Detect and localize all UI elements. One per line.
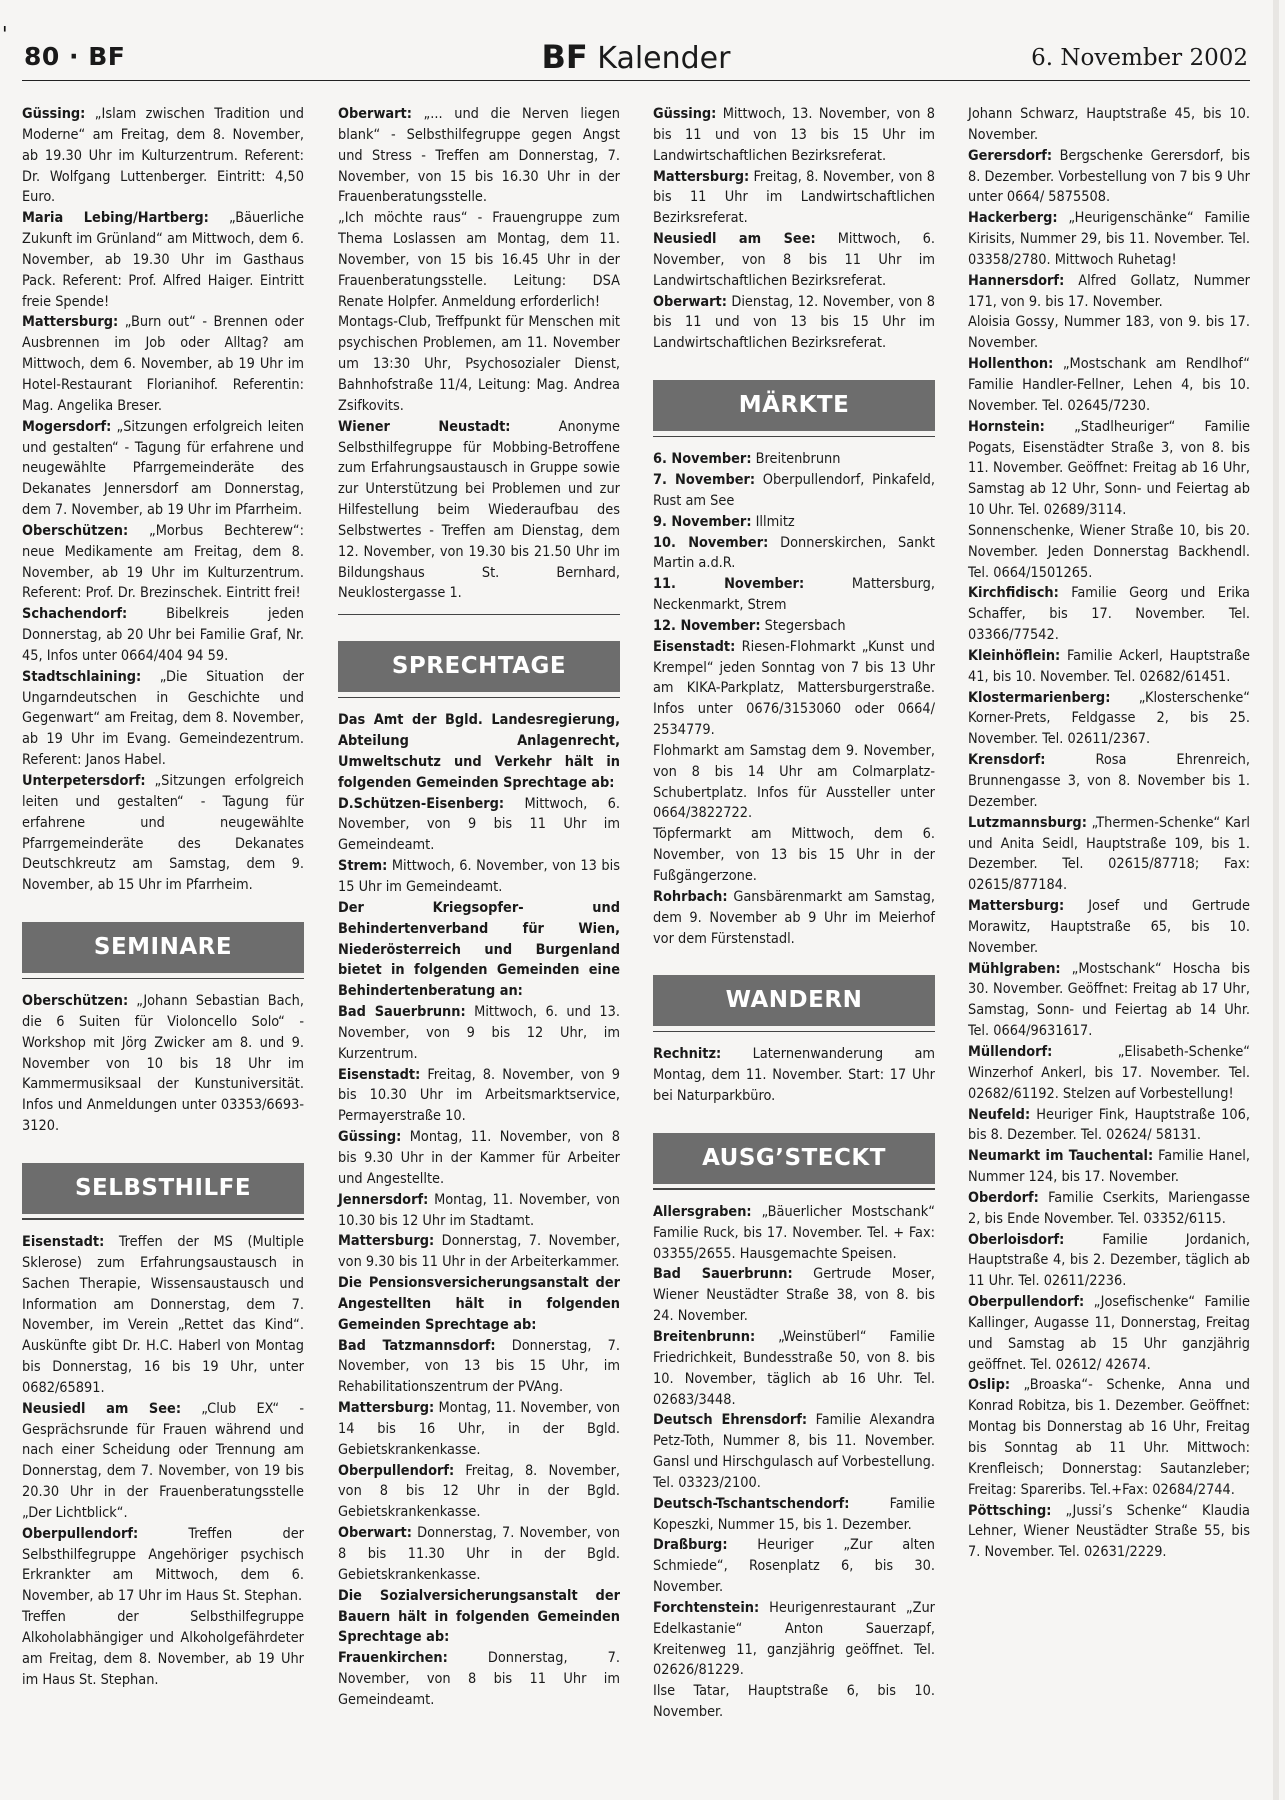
section-intro: Der Kriegsopfer- und Behindertenverband für Wien, Niederösterreich und Burgenland bietet in folgenden Gemeinden eine Behindertenberatung an: (338, 899, 620, 1000)
place-name: Oberschützen: (22, 522, 129, 539)
place-name: Mattersburg: (338, 1400, 435, 1417)
place-name: Eisenstadt: (338, 1066, 421, 1083)
entry-text: „Die Situation der Ungarndeutschen in Geschichte und Gegenwart“ am Freitag, dem 8. November, ab 19 Uhr im Evang. Gemeindezentrum. Referent: Janos Habel. (22, 668, 304, 769)
list-item (338, 417, 620, 605)
place-name: Müllendorf: (968, 1043, 1053, 1060)
place-name: 12. November: (653, 617, 761, 634)
list-item (968, 688, 1250, 751)
list-item (653, 574, 935, 616)
place-name: Mattersburg: (653, 168, 750, 185)
brand-logo: BF (541, 38, 588, 76)
entry-text: Josef und Gertrude Morawitz, Hauptstraße 65, bis 10. November. (968, 898, 1250, 956)
place-name: 7. November: (653, 471, 756, 488)
list-item (338, 1190, 620, 1232)
list-item (968, 583, 1250, 646)
entry-text: Freitag, 8. November, von 9 bis 10.30 Uhr im Arbeitsmarktservice, Permayerstraße 10. (338, 1066, 620, 1125)
place-name: Oberwart: (653, 293, 727, 310)
entry-text: Familie Alexandra Petz-Toth, Nummer 8, bis 11. November. Gansl und Hirschgulasch auf Vorbestellung. Tel. 03323/2100. (653, 1412, 935, 1491)
place-name: D.Schützen-Eisenberg: (338, 795, 505, 812)
list-item (22, 1232, 304, 1399)
place-name: Deutsch Ehrensdorf: (653, 1412, 808, 1429)
place-name: 9. November: (653, 513, 752, 530)
entry-text: Sonnenschenke, Wiener Straße 10, bis 20. November. Jeden Donnerstag Backhendl. Tel. 0664/1501265. (968, 522, 1250, 581)
place-name: Mattersburg: (22, 314, 119, 331)
entry-text: Stegersbach (760, 617, 846, 634)
list-item (338, 1461, 620, 1524)
list-item (968, 354, 1250, 417)
entry-text: Donnerstag, 7. November, von 8 bis 11 Uhr im Gemeindeamt. (338, 1650, 620, 1708)
divider (338, 614, 620, 615)
entry-text: „Elisabeth-Schenke“ Winzerhof Ankerl, bis 17. November. Tel. 02682/61192. Stelzen auf Vorbestellung! (968, 1043, 1250, 1102)
entry-text: Freitag, 8. November, von 8 bis 12 Uhr in der Bgld. Gebietskrankenkasse. (338, 1462, 620, 1521)
place-name: Deutsch-Tschantschendorf: (653, 1495, 850, 1512)
list-item (968, 896, 1250, 959)
entry-text: Montag, 11. November, von 10.30 bis 12 Uhr im Stadtamt. (338, 1191, 620, 1229)
place-name: Oberwart: (338, 106, 412, 122)
place-name: Oberdorf: (968, 1189, 1039, 1206)
column-2 (338, 104, 620, 1711)
list-item (22, 521, 304, 604)
place-name: Rechnitz: (653, 1046, 722, 1063)
place-name: Lutzmannsburg: (968, 814, 1087, 831)
place-name: Bad Tatzmannsdorf: (338, 1337, 496, 1354)
list-item (22, 1399, 304, 1524)
entry-text: Rosa Ehrenreich, Brunnengasse 3, von 8. November bis 1. Dezember. (968, 752, 1250, 810)
entry-text: Breitenbrunn (751, 451, 841, 468)
column-4 (968, 104, 1250, 1563)
place-name: Güssing: (653, 106, 717, 122)
list-item (22, 104, 304, 208)
list-item (22, 604, 304, 667)
place-name: Wiener Neustadt: (338, 418, 511, 435)
list-item (653, 1598, 935, 1681)
place-name: Neumarkt im Tauchental: (968, 1148, 1154, 1165)
place-name: 11. November: (653, 576, 805, 593)
list-item (338, 1336, 620, 1399)
list-item (22, 667, 304, 771)
place-name: Hornstein: (968, 418, 1045, 435)
list-item (338, 104, 620, 208)
entry-text: „Sitzungen erfolgreich leiten und gestalten“ - Tagung für erfahrene und neugewählte Pfarrgemeinderäte des Dekanates Jennersdorf am Donnerstag, dem 7. November, ab 19 Uhr im Pfarrheim. (22, 418, 304, 519)
entry-text: „Morbus Bechterew“: neue Medikamente am Freitag, dem 8. November, ab 19 Uhr im Kulturzentrum. Referent: Prof. Dr. Brezinschek. Eintritt frei! (22, 522, 304, 602)
entry-text: Alfred Gollatz, Nummer 171, von 9. bis 17. November. (968, 272, 1250, 310)
place-name: Mattersburg: (968, 898, 1065, 915)
entry-text: „Islam zwischen Tradition und Moderne“ am Freitag, dem 8. November, ab 19.30 Uhr im Kulturzentrum. Referent: Dr. Wolfgang Luttenberger. Eintritt: 4,50 Euro. (22, 106, 304, 206)
place-name: Jennersdorf: (338, 1191, 429, 1208)
list-item (653, 741, 935, 824)
place-name: Oslip: (968, 1377, 1011, 1394)
list-item (653, 637, 935, 741)
entry-text: Familie Georg und Erika Schaffer, bis 17. November. Tel. 03366/77542. (968, 585, 1250, 644)
list-item (968, 1230, 1250, 1293)
place-name: Neusiedl am See: (653, 231, 816, 248)
list-item (968, 1501, 1250, 1564)
list-item (968, 959, 1250, 1042)
list-item (653, 1202, 935, 1265)
entry-text: Heuriger „Zur alten Schmiede“, Rosenplatz 6, bis 30. November. (653, 1537, 935, 1596)
entry-text: Mittwoch, 13. November, von 8 bis 11 und von 13 bis 15 Uhr im Landwirtschaftlichen Bezirksreferat. (653, 106, 935, 164)
list-item (338, 1002, 620, 1065)
entry-text: „Thermen-Schenke“ Karl und Anita Seidl, Hauptstraße 109, bis 1. Dezember. Tel. 02615/87718; Fax: 02615/877184. (968, 814, 1250, 894)
list-item (968, 646, 1250, 688)
list-item (653, 1410, 935, 1493)
list-item (338, 1065, 620, 1128)
entry-text: Donnerstag, 7. November, von 13 bis 15 Uhr, im Rehabilitationszentrum der PVAng. (338, 1337, 620, 1396)
entry-text: Anonyme Selbsthilfegruppe für Mobbing-Betroffene zum Erfahrungsaustausch in Gruppe sowie zur Unterstützung bei Problemen und zur Hilfestellung beim Wiederaufbau des Selbstwertes - Treffen am Dienstag, dem 12. November, von 19.30 bis 21.50 Uhr im Bildungshaus St. Bernhard, Neuklostergasse 1. (338, 418, 620, 602)
list-item (653, 616, 935, 637)
place-name: Breitenbrunn: (653, 1328, 756, 1345)
crop-mark-top: ' (2, 22, 8, 46)
place-name: Stadtschlaining: (22, 668, 142, 685)
entry-text: „Johann Sebastian Bach, die 6 Suiten für Violoncello Solo“ - Workshop mit Jörg Zwicker am 8. und 9. November von 10 bis 18 Uhr im Kammermusiksaal der Kunstuniversität. Infos und Anmeldungen unter 03353/6693-3120. (22, 993, 304, 1135)
entry-text: Bibelkreis jeden Donnerstag, ab 20 Uhr bei Familie Graf, Nr. 45, Infos unter 0664/404 94 59. (22, 606, 304, 664)
entry-text: Riesen-Flohmarkt „Kunst und Krempel“ jeden Sonntag von 7 bis 13 Uhr am KIKA-Parkplatz, Mattersburgerstraße. Infos unter 0676/3153060 oder 0664/ 2534779. (653, 638, 935, 739)
list-item (968, 813, 1250, 896)
list-item (968, 271, 1250, 313)
list-item (338, 856, 620, 898)
entry-text: Gansbärenmarkt am Samstag, dem 9. November ab 9 Uhr im Meierhof vor dem Fürstenstadl. (653, 888, 935, 947)
place-name: Klostermarienberg: (968, 689, 1111, 706)
heading-maerkte: MÄRKTE (653, 380, 935, 431)
page-header (22, 38, 1250, 81)
entry-text: Mittwoch, 6. und 13. November, von 9 bis 12 Uhr, im Kurzentrum. (338, 1004, 621, 1062)
place-name: Frauenkirchen: (338, 1650, 448, 1667)
list-item (968, 208, 1250, 271)
place-name: Oberwart: (338, 1525, 412, 1542)
list-item (338, 794, 620, 857)
entry-text: Montags-Club, Treffpunkt für Menschen mit psychischen Problemen, am 11. November um 13:30 Uhr, Psychosozialer Dienst, Bahnhofstraße 11/4, Leitung: Mag. Andrea Zsifkovits. (338, 314, 620, 414)
list-item (653, 449, 935, 470)
place-name: Güssing: (338, 1129, 402, 1146)
entry-text: Laternenwanderung am Montag, dem 11. November. Start: 17 Uhr bei Naturparkbüro. (653, 1046, 935, 1105)
place-name: Unterpetersdorf: (22, 773, 146, 789)
list-item (22, 771, 304, 896)
entry-text: „Klosterschenke“ Korner-Prets, Feldgasse 2, bis 25. November. Tel. 02611/2367. (968, 689, 1250, 748)
entry-text: Ilse Tatar, Hauptstraße 6, bis 10. November. (653, 1683, 935, 1721)
list-item (968, 521, 1250, 584)
list-item (968, 312, 1250, 354)
page-gutter (1273, 0, 1279, 1800)
place-name: Draßburg: (653, 1537, 728, 1554)
entry-text: „Heurigenschänke“ Familie Kirisits, Nummer 29, bis 11. November. Tel. 03358/2780. Mittwoch Ruhetag! (968, 210, 1250, 268)
entry-text: Mittwoch, 6. November, von 13 bis 15 Uhr im Gemeindeamt. (338, 858, 620, 895)
heading-wandern: WANDERN (653, 975, 935, 1026)
place-name: Oberpullendorf: (338, 1462, 455, 1479)
list-item (338, 208, 620, 312)
entry-text: Familie Kopeszki, Nummer 15, bis 1. Dezember. (653, 1495, 935, 1533)
entry-text: Freitag, 8. November, von 8 bis 11 Uhr im Landwirtschaftlichen Bezirksreferat. (653, 168, 935, 227)
heading-selbsthilfe: SELBSTHILFE (22, 1163, 304, 1214)
entry-text: Johann Schwarz, Hauptstraße 45, bis 10. November. (968, 106, 1250, 143)
entry-text: „Broaska“- Schenke, Anna und Konrad Robitza, bis 1. Dezember. Geöffnet: Montag bis Donnerstag ab 16 Uhr, Freitag bis Sonntag ab 11 Uhr. Mittwoch: Krenfleisch; Donnerstag: Sautanzleber; Freitag: Spareribs. Tel.+Fax: 02684/2744. (968, 1377, 1250, 1498)
place-name: Kleinhöflein: (968, 647, 1061, 664)
list-item (968, 1375, 1250, 1500)
place-name: Oberpullendorf: (22, 1525, 139, 1542)
list-item (968, 1188, 1250, 1230)
list-item (968, 750, 1250, 813)
list-item (338, 1231, 620, 1273)
entry-text: Familie Cserkits, Mariengasse 2, bis Ende November. Tel. 03352/6115. (968, 1189, 1250, 1227)
list-item (968, 1105, 1250, 1147)
entry-text: Gertrude Moser, Wiener Neustädter Straße 38, von 8. bis 24. November. (653, 1266, 935, 1325)
entry-text: „Mostschank“ Hoscha bis 30. November. Geöffnet: Freitag ab 17 Uhr, Samstag, Sonn- und Feiertag ab 14 Uhr. Tel. 0664/9631617. (968, 960, 1250, 1040)
entry-text: „Josefischenke“ Familie Kallinger, Augasse 11, Donnerstag, Freitag und Samstag ab 15 Uhr ganzjährig geöffnet. Tel. 02612/ 42674. (968, 1294, 1250, 1373)
list-item (338, 1398, 620, 1461)
place-name: Schachendorf: (22, 606, 128, 623)
entry-text: „Weinstüberl“ Familie Friedrichkeit, Bundesstraße 50, von 8. bis 10. November, täglich ab 16 Uhr. Tel. 02683/3448. (653, 1328, 935, 1408)
place-name: Krensdorf: (968, 752, 1046, 769)
place-name: Maria Lebing/Hartberg: (22, 210, 209, 227)
entry-text: Illmitz (751, 513, 795, 530)
entry-text: Donnerstag, 7. November, von 9.30 bis 11 Uhr in der Arbeiterkammer. (338, 1233, 620, 1271)
list-item (653, 824, 935, 887)
section-intro: Die Sozialversicherungsanstalt der Bauern hält in folgenden Gemeinden Sprechtage ab: (338, 1587, 620, 1646)
list-item (22, 1607, 304, 1690)
place-name: Bad Sauerbrunn: (338, 1004, 466, 1021)
entry-text: Familie Hanel, Nummer 124, bis 17. November. (968, 1148, 1250, 1186)
place-name: Rohrbach: (653, 888, 728, 905)
section-intro: Das Amt der Bgld. Landesregierung, Abteilung Anlagenrecht, Umweltschutz und Verkehr hält in folgenden Gemeinden Sprechtage ab: (338, 712, 620, 791)
entry-text: Montag, 11. November, von 14 bis 16 Uhr, in der Bgld. Gebietskrankenkasse. (338, 1400, 620, 1458)
entry-text: Treffen der Selbsthilfegruppe Alkoholabhängiger und Alkoholgefährdeter am Freitag, dem 8. November, ab 19 Uhr im Haus St. Stephan. (22, 1609, 304, 1688)
list-item (968, 1146, 1250, 1188)
list-item (653, 104, 935, 167)
place-name: 10. November: (653, 534, 769, 551)
entry-text: Treffen der MS (Multiple Sklerose) zum Erfahrungsaustausch in Sachen Therapie, Wissensaustausch und Information am Donnerstag, dem 7. November, im Verein „Rettet das Kind“. Auskünfte gibt Dr. H.C. Haberl von Montag bis Donnerstag, 16 bis 19 Uhr, unter 0682/65891. (22, 1233, 304, 1396)
list-item (338, 312, 620, 416)
list-item (653, 512, 935, 533)
list-item (653, 887, 935, 950)
entry-text: Bergschenke Gerersdorf, bis 8. Dezember. Vorbestellung von 7 bis 9 Uhr unter 0664/ 5875508. (968, 147, 1250, 206)
entry-text: „Jussi’s Schenke“ Klaudia Lehner, Wiener Neustädter Straße 55, bis 7. November. Tel. 02631/2229. (968, 1502, 1250, 1561)
column-3 (653, 104, 935, 1723)
place-name: Hackerberg: (968, 210, 1058, 227)
list-item (22, 417, 304, 521)
list-item (22, 208, 304, 312)
list-item (653, 292, 935, 355)
entry-text: „Club EX“ - Gesprächsrunde für Frauen während und nach einer Scheidung oder Trennung am Donnerstag, dem 7. November, von 19 bis 20.30 Uhr in der Frauenberatungsstelle „Der Lichtblick“. (22, 1400, 304, 1521)
place-name: Neusiedl am See: (22, 1400, 182, 1417)
list-item (968, 104, 1250, 146)
entry-text: „Bäuerliche Zukunft im Grünland“ am Mittwoch, dem 6. November, ab 19.30 Uhr im Gasthaus Pack. Referent: Prof. Alfred Haiger. Eintritt freie Spende! (22, 210, 304, 310)
column-1 (22, 104, 304, 1691)
list-item (653, 533, 935, 575)
heading-sprechtage: SPRECHTAGE (338, 641, 620, 692)
entry-text: „Stadlheuriger“ Familie Pogats, Eisenstädter Straße 3, von 8. bis 11. November. Geöffnet: Freitag ab 16 Uhr, Samstag ab 12 Uhr, Sonn- und Feiertag ab 10 Uhr. Tel. 02689/3114. (968, 418, 1250, 519)
place-name: Pöttsching: (968, 1502, 1052, 1519)
place-name: Strem: (338, 858, 388, 875)
entry-text: Dienstag, 12. November, von 8 bis 11 und von 13 bis 15 Uhr im Landwirtschaftlichen Bezirksreferat. (653, 293, 935, 352)
place-name: Gerersdorf: (968, 147, 1053, 164)
list-item (653, 1535, 935, 1598)
entry-text: Aloisia Gossy, Nummer 183, von 9. bis 17. November. (968, 314, 1250, 352)
list-item (968, 146, 1250, 209)
place-name: Oberpullendorf: (968, 1294, 1085, 1311)
place-name: Mattersburg: (338, 1233, 435, 1250)
entry-text: Oberpullendorf, Pinkafeld, Rust am See (653, 471, 935, 509)
list-item (653, 1264, 935, 1327)
list-item (653, 1044, 935, 1107)
list-item (338, 1648, 620, 1711)
place-name: Mogersdorf: (22, 418, 112, 435)
list-item (338, 1523, 620, 1586)
entry-text: Mittwoch, 6. November, von 8 bis 11 Uhr im Landwirtschaftlichen Bezirksreferat. (653, 231, 935, 289)
entry-text: Treffen der Selbsthilfegruppe Angehöriger psychisch Erkrankter am Mittwoch, dem 6. November, ab 17 Uhr im Haus St. Stephan. (22, 1525, 304, 1605)
list-item (968, 1042, 1250, 1105)
place-name: 6. November: (653, 451, 752, 468)
entry-text: Familie Jordanich, Hauptstraße 4, bis 2. Dezember, täglich ab 11 Uhr. Tel. 02611/2236. (968, 1231, 1250, 1290)
heading-seminare: SEMINARE (22, 922, 304, 973)
list-item (653, 229, 935, 292)
list-item (653, 1327, 935, 1410)
list-item (653, 167, 935, 230)
place-name: Bad Sauerbrunn: (653, 1266, 793, 1283)
place-name: Hannersdorf: (968, 272, 1065, 289)
list-item (653, 470, 935, 512)
entry-text: Mittwoch, 6. November, von 9 bis 11 Uhr im Gemeindeamt. (338, 795, 620, 854)
place-name: Eisenstadt: (22, 1233, 105, 1250)
place-name: Kirchfidisch: (968, 585, 1059, 602)
place-name: Oberschützen: (22, 993, 129, 1010)
list-item (338, 1127, 620, 1190)
place-name: Neufeld: (968, 1106, 1031, 1123)
place-name: Allersgraben: (653, 1203, 752, 1220)
list-item (653, 1681, 935, 1723)
section-name: Kalender (587, 41, 731, 76)
entry-text: „Sitzungen erfolgreich leiten und gestalten“ - Tagung für erfahrene und neugewählte Pfarrgemeinderäte des Dekanates Deutschkreutz am Samstag, dem 9. November, ab 15 Uhr im Pfarrheim. (22, 773, 304, 894)
page-number: 80 · BF (24, 42, 126, 71)
place-name: Güssing: (22, 106, 86, 122)
entry-text: „Ich möchte raus“ - Frauengruppe zum Thema Loslassen am Montag, dem 11. November, von 15 bis 16.45 Uhr in der Frauenberatungsstelle. Leitung: DSA Renate Holpfer. Anmeldung erforderlich! (338, 210, 620, 310)
issue-date: 6. November 2002 (1031, 45, 1248, 71)
list-item (968, 417, 1250, 521)
place-name: Eisenstadt: (653, 638, 736, 655)
entry-text: „Mostschank am Rendlhof“ Familie Handler-Fellner, Lehen 4, bis 10. November. Tel. 02645/7230. (968, 356, 1250, 414)
list-item (22, 312, 304, 416)
place-name: Forchtenstein: (653, 1599, 760, 1616)
entry-text: Donnerstag, 7. November, von 8 bis 11.30 Uhr in der Bgld. Gebietskrankenkasse. (338, 1525, 620, 1583)
section-intro: Die Pensionsversicherungsanstalt der Angestellten hält in folgenden Gemeinden Sprechtage ab: (338, 1275, 620, 1333)
entry-text: „Bäuerlicher Mostschank“ Familie Ruck, bis 17. November. Tel. + Fax: 03355/2655. Hausgemachte Speisen. (653, 1203, 935, 1262)
entry-text: Töpfermarkt am Mittwoch, dem 6. November, von 13 bis 15 Uhr in der Fußgängerzone. (653, 826, 935, 884)
list-item (968, 1292, 1250, 1375)
entry-text: Montag, 11. November, von 8 bis 9.30 Uhr in der Kammer für Arbeiter und Angestellte. (338, 1129, 620, 1187)
place-name: Mühlgraben: (968, 960, 1061, 977)
entry-text: Flohmarkt am Samstag dem 9. November, von 8 bis 14 Uhr am Colmarplatz-Schubertplatz. Infos für Aussteller unter 0664/3822722. (653, 742, 935, 822)
list-item (22, 1524, 304, 1607)
place-name: Oberloisdorf: (968, 1231, 1065, 1248)
entry-text: Heuriger Fink, Hauptstraße 106, bis 8. Dezember. Tel. 02624/ 58131. (968, 1106, 1250, 1144)
entry-text: Mattersburg, Neckenmarkt, Strem (653, 576, 935, 614)
entry-text: „Burn out“ - Brennen oder Ausbrennen im Job oder Alltag? am Mittwoch, dem 6. November, ab 19 Uhr im Hotel-Restaurant Florianihof. Referentin: Mag. Angelika Breser. (22, 314, 304, 414)
list-item (653, 1494, 935, 1536)
place-name: Hollenthon: (968, 356, 1054, 373)
entry-text: Familie Ackerl, Hauptstraße 41, bis 10. November. Tel. 02682/61451. (968, 647, 1250, 685)
heading-ausgsteckt: AUSG’STECKT (653, 1133, 935, 1184)
entry-text: „... und die Nerven liegen blank“ - Selbsthilfegruppe gegen Angst und Stress - Treffen am Donnerstag, 7. November, von 15 bis 16.30 Uhr in der Frauenberatungsstelle. (338, 106, 620, 206)
entry-text: Donnerskirchen, Sankt Martin a.d.R. (653, 534, 935, 572)
entry-text: Heurigenrestaurant „Zur Edelkastanie“ Anton Sauerzapf, Kreitenweg 11, ganzjährig geöffnet. Tel. 02626/81229. (653, 1599, 935, 1679)
list-item (22, 991, 304, 1137)
